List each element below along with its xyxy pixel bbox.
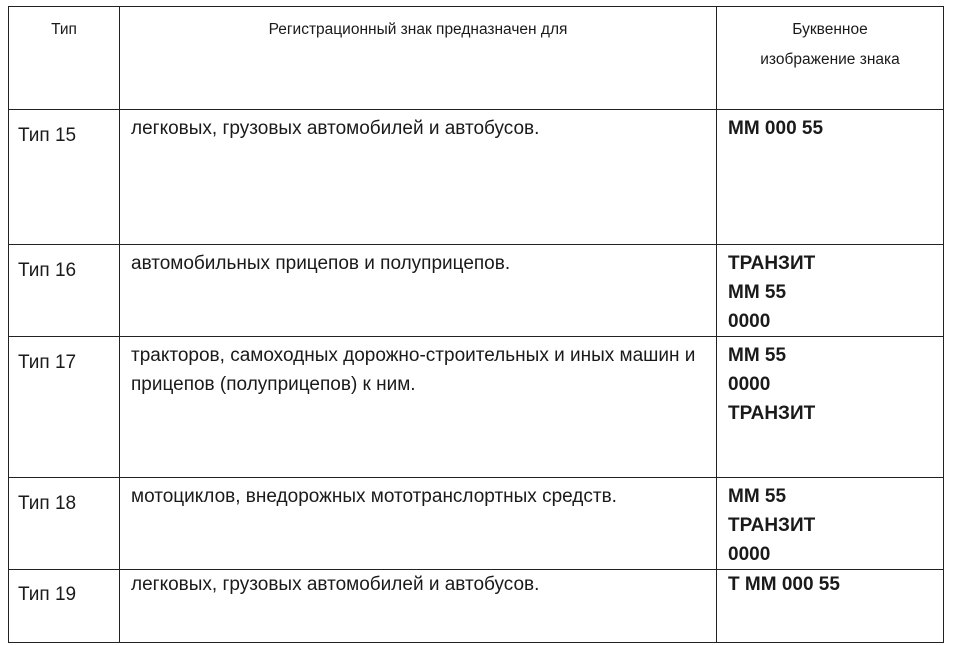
sign-cell (717, 245, 944, 337)
sign-line: 0000 (728, 374, 771, 395)
table-row (9, 570, 944, 643)
sign-line: ТРАНЗИТ (728, 515, 816, 536)
sign-cell (717, 570, 944, 643)
purpose-cell: автомобильных прицепов и полуприцепов. (120, 245, 717, 337)
table-header-row (9, 7, 944, 110)
sign-line: Т ММ 000 55 (728, 574, 840, 595)
header-sign-line1: Буквенное (792, 21, 868, 38)
type-cell: Тип 18 (9, 478, 120, 570)
purpose-cell: легковых, грузовых автомобилей и автобусов. (120, 110, 717, 245)
purpose-cell: тракторов, самоходных дорожно-строительных и иных машин и прицепов (полуприцепов) к ним. (120, 337, 717, 478)
purpose-cell: легковых, грузовых автомобилей и автобусов. (120, 570, 717, 643)
header-sign-line2: изображение знака (760, 51, 900, 68)
sign-line: ТРАНЗИТ (728, 253, 816, 274)
sign-line: 0000 (728, 544, 771, 565)
sign-line: ММ 000 55 (728, 118, 824, 139)
sign-line: ТРАНЗИТ (728, 403, 816, 424)
table-row (9, 478, 944, 570)
table-row (9, 110, 944, 245)
type-cell: Тип 19 (9, 570, 120, 643)
sign-cell (717, 337, 944, 478)
header-sign (717, 7, 944, 110)
sign-line: 0000 (728, 311, 771, 332)
type-cell: Тип 17 (9, 337, 120, 478)
sign-cell (717, 478, 944, 570)
table-row (9, 337, 944, 478)
sign-line: ММ 55 (728, 282, 787, 303)
type-cell: Тип 15 (9, 110, 120, 245)
table-row (9, 245, 944, 337)
header-purpose: Регистрационный знак предназначен для (120, 7, 717, 110)
sign-line: ММ 55 (728, 345, 787, 366)
registration-signs-table (8, 6, 944, 643)
type-cell: Тип 16 (9, 245, 120, 337)
purpose-cell: мотоциклов, внедорожных мототранслортных средств. (120, 478, 717, 570)
sign-line: ММ 55 (728, 486, 787, 507)
header-type: Тип (9, 7, 120, 110)
sign-cell (717, 110, 944, 245)
